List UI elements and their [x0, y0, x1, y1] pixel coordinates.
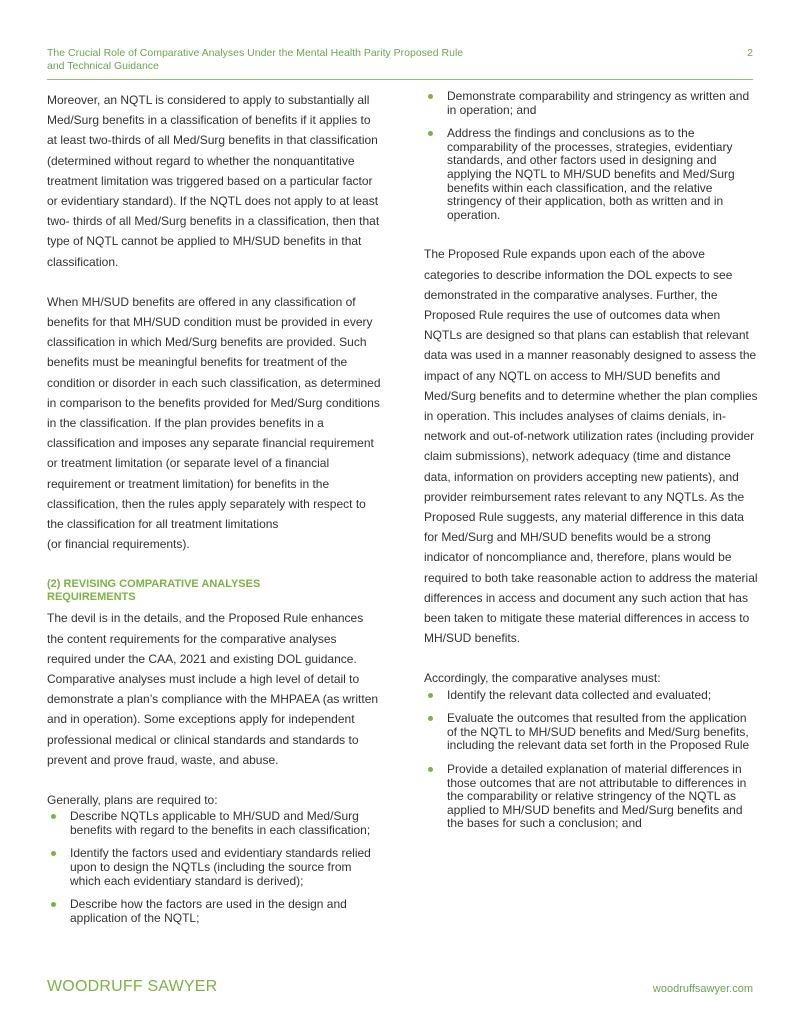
list-item: Identify the relevant data collected and evaluated; — [424, 689, 758, 703]
list-item: Describe how the factors are used in the design and application of the NQTL; — [47, 898, 381, 925]
paragraph-nqtl-substantially-all: Moreover, an NQTL is considered to apply to substantially all Med/Surg benefits in a classification of benefits if it applies to at least two-thirds of all Med/Surg benefits in that classification (determined without regard to whether the nonquantitative treatment limitation was triggered based on a particular factor or evidentiary standard). If the NQTL does not apply to at least two- thirds of all Med/Surg benefits in a classification, then that type of NQTL cannot be applied to MH/SUD benefits in that classification. — [47, 93, 380, 269]
list-item: Evaluate the outcomes that resulted from the application of the NQTL to MH/SUD benefits and Med/Surg benefits, including the relevant data set forth in the Proposed Rule — [424, 712, 758, 753]
paragraph-mhsud-classification-end: (or financial requirements). — [47, 537, 190, 552]
page-number: 2 — [747, 47, 753, 59]
section-heading: (2) REVISING COMPARATIVE ANALYSES REQUIREMENTS — [47, 578, 261, 604]
document-title: The Crucial Role of Comparative Analyses Under the Mental Health Parity Proposed Rule and Technical Guidance — [47, 47, 464, 72]
requirements-list — [47, 810, 381, 925]
list-item: Demonstrate comparability and stringency as written and in operation; and — [424, 90, 758, 117]
header-divider — [47, 79, 753, 80]
list-item: Describe NQTLs applicable to MH/SUD and Med/Surg benefits with regard to the benefits in each classification; — [47, 810, 381, 837]
paragraph-devil-in-details: The devil is in the details, and the Proposed Rule enhances the content requirements for the comparative analyses required under the CAA, 2021 and existing DOL guidance. Comparative analyses must include a high level of detail to demonstrate a plan’s compliance with the MHPAEA (as written and in operation). Some exceptions apply for independent professional medical or clinical standards and standards to prevent and prove fraud, waste, and abuse. — [47, 611, 379, 767]
paragraph-analyses-must: Accordingly, the comparative analyses must: — [424, 671, 661, 686]
list-item: Provide a detailed explanation of material differences in those outcomes that are not attributable to differences in the comparability or relative stringency of the NQTL as applied to MH/SUD benefits and Med/Surg benefits and the bases for such a conclusion; and — [424, 763, 758, 831]
left-column — [47, 90, 381, 935]
right-column — [424, 90, 758, 841]
paragraph-proposed-rule-expands: The Proposed Rule expands upon each of the above categories to describe information the DOL expects to see demonstrated in the comparative analyses. Further, the Proposed Rule requires the use of outcomes data when NQTLs are designed so that plans can establish that relevant data was used in a manner reasonably designed to assess the impact of any NQTL on access to MH/SUD benefits and Med/Surg benefits and to determine whether the plan complies in operation. This includes analyses of claims denials, in-network and out-of-network utilization rates (including provider claim submissions), network adequacy (time and distance data, information on providers accepting new patients), and provider reimbursement rates relevant to any NQTLs. As the Proposed Rule suggests, any material difference in this data for Med/Surg and MH/SUD benefits would be a strong indicator of noncompliance and, therefore, plans would be required to both take reasonable action to address the material differences in access and document any such action that has been taken to mitigate these material differences in access to MH/SUD benefits. — [424, 247, 758, 646]
website-link[interactable]: woodruffsawyer.com — [652, 983, 753, 995]
paragraph-plans-required: Generally, plans are required to: — [47, 793, 218, 808]
analyses-requirements-list — [424, 689, 758, 831]
list-item: Address the findings and conclusions as to the comparability of the processes, strategies, evidentiary standards, and other factors used in designing and applying the NQTL to MH/SUD benefits and Med/Surg benefits within each classification, and the relative stringency of their application, both as written and in operation. — [424, 127, 758, 222]
company-logo: WOODRUFF SAWYER — [47, 978, 218, 995]
list-item: Identify the factors used and evidentiary standards relied upon to design the NQTLs (including the source from which each evidentiary standard is derived); — [47, 847, 381, 888]
paragraph-mhsud-classification: When MH/SUD benefits are offered in any classification of benefits for that MH/SUD condition must be provided in every classification in which Med/Surg benefits are provided. Such benefits must be meaningful benefits for treatment of the condition or disorder in each such classification, as determined in comparison to the benefits provided for Med/Surg conditions in the classification. If the plan provides benefits in a classification and imposes any separate financial requirement or treatment limitation (or separate level of a financial requirement or treatment limitation) for benefits in the classification, then the rules apply separately with respect to the classification for all treatment limitations — [47, 294, 381, 532]
page-header — [47, 47, 753, 73]
requirements-list-continued — [424, 90, 758, 222]
